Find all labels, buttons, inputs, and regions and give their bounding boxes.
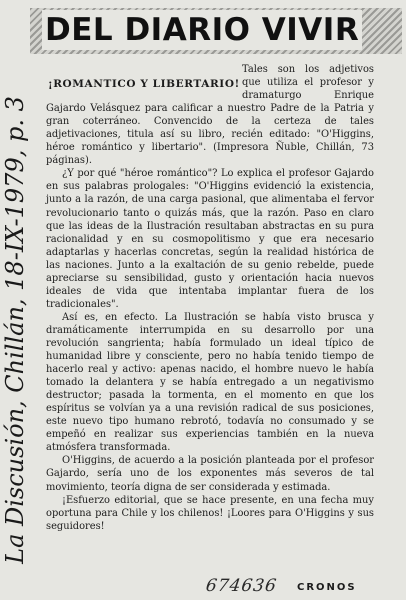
article-title: ¡ROMANTICO Y LIBERTARIO! <box>48 78 240 90</box>
article-paragraph-4: O'Higgins, de acuerdo a la posición planteada por el profesor Gajardo, sería uno de los exponentes más severos de tal movimiento, teoría digna de ser considerada y estimada. <box>46 455 374 493</box>
column-header-title: DEL DIARIO VIVIR <box>42 10 362 50</box>
article-paragraph-2: ¿Y por qué "héroe romántico"? Lo explica el profesor Gajardo en sus palabras prologales: "O'Higgins evidenció la existencia, junto a la razón, de una carga pasional, que alimentaba el fervor revolucionario tanto o quizás más, que la razón. Paso en claro que las ideas de la Ilustración resultaban abstractas en su pura racionalidad y en su cosmopolitismo y que era necesario adaptarlas y hacerlas concretas, según la realidad histórica de las naciones. Junto a la exaltación de su genio rebelde, puede apreciarse su sensibilidad, gusto y orientación hacia nuevos ideales de vida que intentaba implantar fuera de los tradicionales". <box>46 168 374 310</box>
article-paragraph-5: ¡Esfuerzo editorial, que se hace presente, en una fecha muy oportuna para Chile y los chilenos! ¡Loores para O'Higgins y sus seguidores! <box>46 494 374 532</box>
handwritten-catalog-number: 674636 <box>204 576 279 596</box>
handwritten-source-note: La Discusión, Chillán, 18-IX-1979, p. 3 <box>1 96 29 564</box>
article-paragraph-1: Tales son los adjetivos que utiliza el profesor y dramaturgo Enrique Gajardo Velásquez para calificar a nuestro Padre de la Patria y gran coterráneo. Convencido de la certeza de tales adjetivaciones, titula así su libro, recién editado: "O'Higgins, héroe romántico y libertario". (Impresora Ñuble, Chillán, 73 páginas). <box>46 64 374 167</box>
article-paragraph-3: Así es, en efecto. La Ilustración se había visto brusca y dramáticamente interrumpida en su desarrollo por una revolución sangrienta; había formulado un ideal típico de humanidad libre y consciente, pero no había tenido tiempo de hacerlo real y activo: apenas nacido, el hombre nuevo le había tomado la delantera y se había entregado a un negativismo destructor; pasada la tormenta, en el momento en que los espíritus se volvían ya a una revisión radical de sus posiciones, este nuevo tipo humano rebrotó, todavía no consumado y se empeñó en realizar sus experiencias también en la nueva atmósfera transformada. <box>46 311 374 454</box>
title-spacer <box>46 63 242 90</box>
author-signature: CRONOS <box>297 582 357 593</box>
article-body <box>46 63 374 533</box>
